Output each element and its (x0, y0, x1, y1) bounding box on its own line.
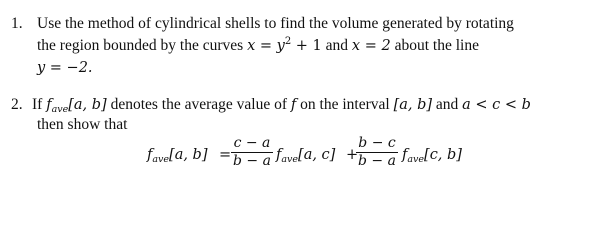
fraction-2 (356, 136, 398, 169)
fraction-1-denominator: b − a (233, 153, 271, 169)
problem-1-line-2-end: about the line (390, 37, 479, 54)
problem-1-line-2 (37, 37, 479, 55)
curve-equation-1: $x = y^2 + 1$ (247, 36, 322, 54)
f-ave-symbol: $f_{ave}$ (46, 97, 69, 115)
equation-lhs: $f_{ave}[a$, b] (147, 147, 208, 165)
curve-equation-2: x = 2 (351, 38, 391, 54)
problem-1-number: 1. (11, 15, 23, 32)
problem-1-line-1: Use the method of cylindrical shells to find the volume generated by rotating (37, 15, 514, 32)
problem-1-line-2-and: and (321, 37, 352, 54)
fraction-2-denominator: b − a (358, 153, 396, 169)
fraction-1 (231, 136, 273, 169)
problem-2-line-1: If $f_{ave}[a$, b] denotes the average value of f on the interval [a, b] and a < c < b (32, 96, 531, 115)
problem-2-line-2: then show that (37, 116, 128, 133)
problem-2-number: 2. (11, 96, 23, 113)
axis-line-equation: y = −2. (37, 60, 93, 76)
interval-ab: [a, b] (68, 97, 107, 113)
equation-term-1: $f_{ave}[a$, c] (276, 147, 336, 165)
equation-plus: + (346, 147, 359, 163)
equation-term-2: $f_{ave}[c$, b] (402, 147, 462, 165)
fraction-2-numerator: b − c (358, 135, 396, 151)
problem-1-line-2-text: the region bounded by the curves (37, 37, 248, 54)
equation-equals: = (219, 147, 232, 163)
f-symbol: f (290, 97, 297, 113)
inequality: a < c < b (462, 97, 531, 113)
fraction-1-numerator: c − a (233, 135, 271, 151)
interval-ab-2: [a, b] (393, 97, 433, 113)
